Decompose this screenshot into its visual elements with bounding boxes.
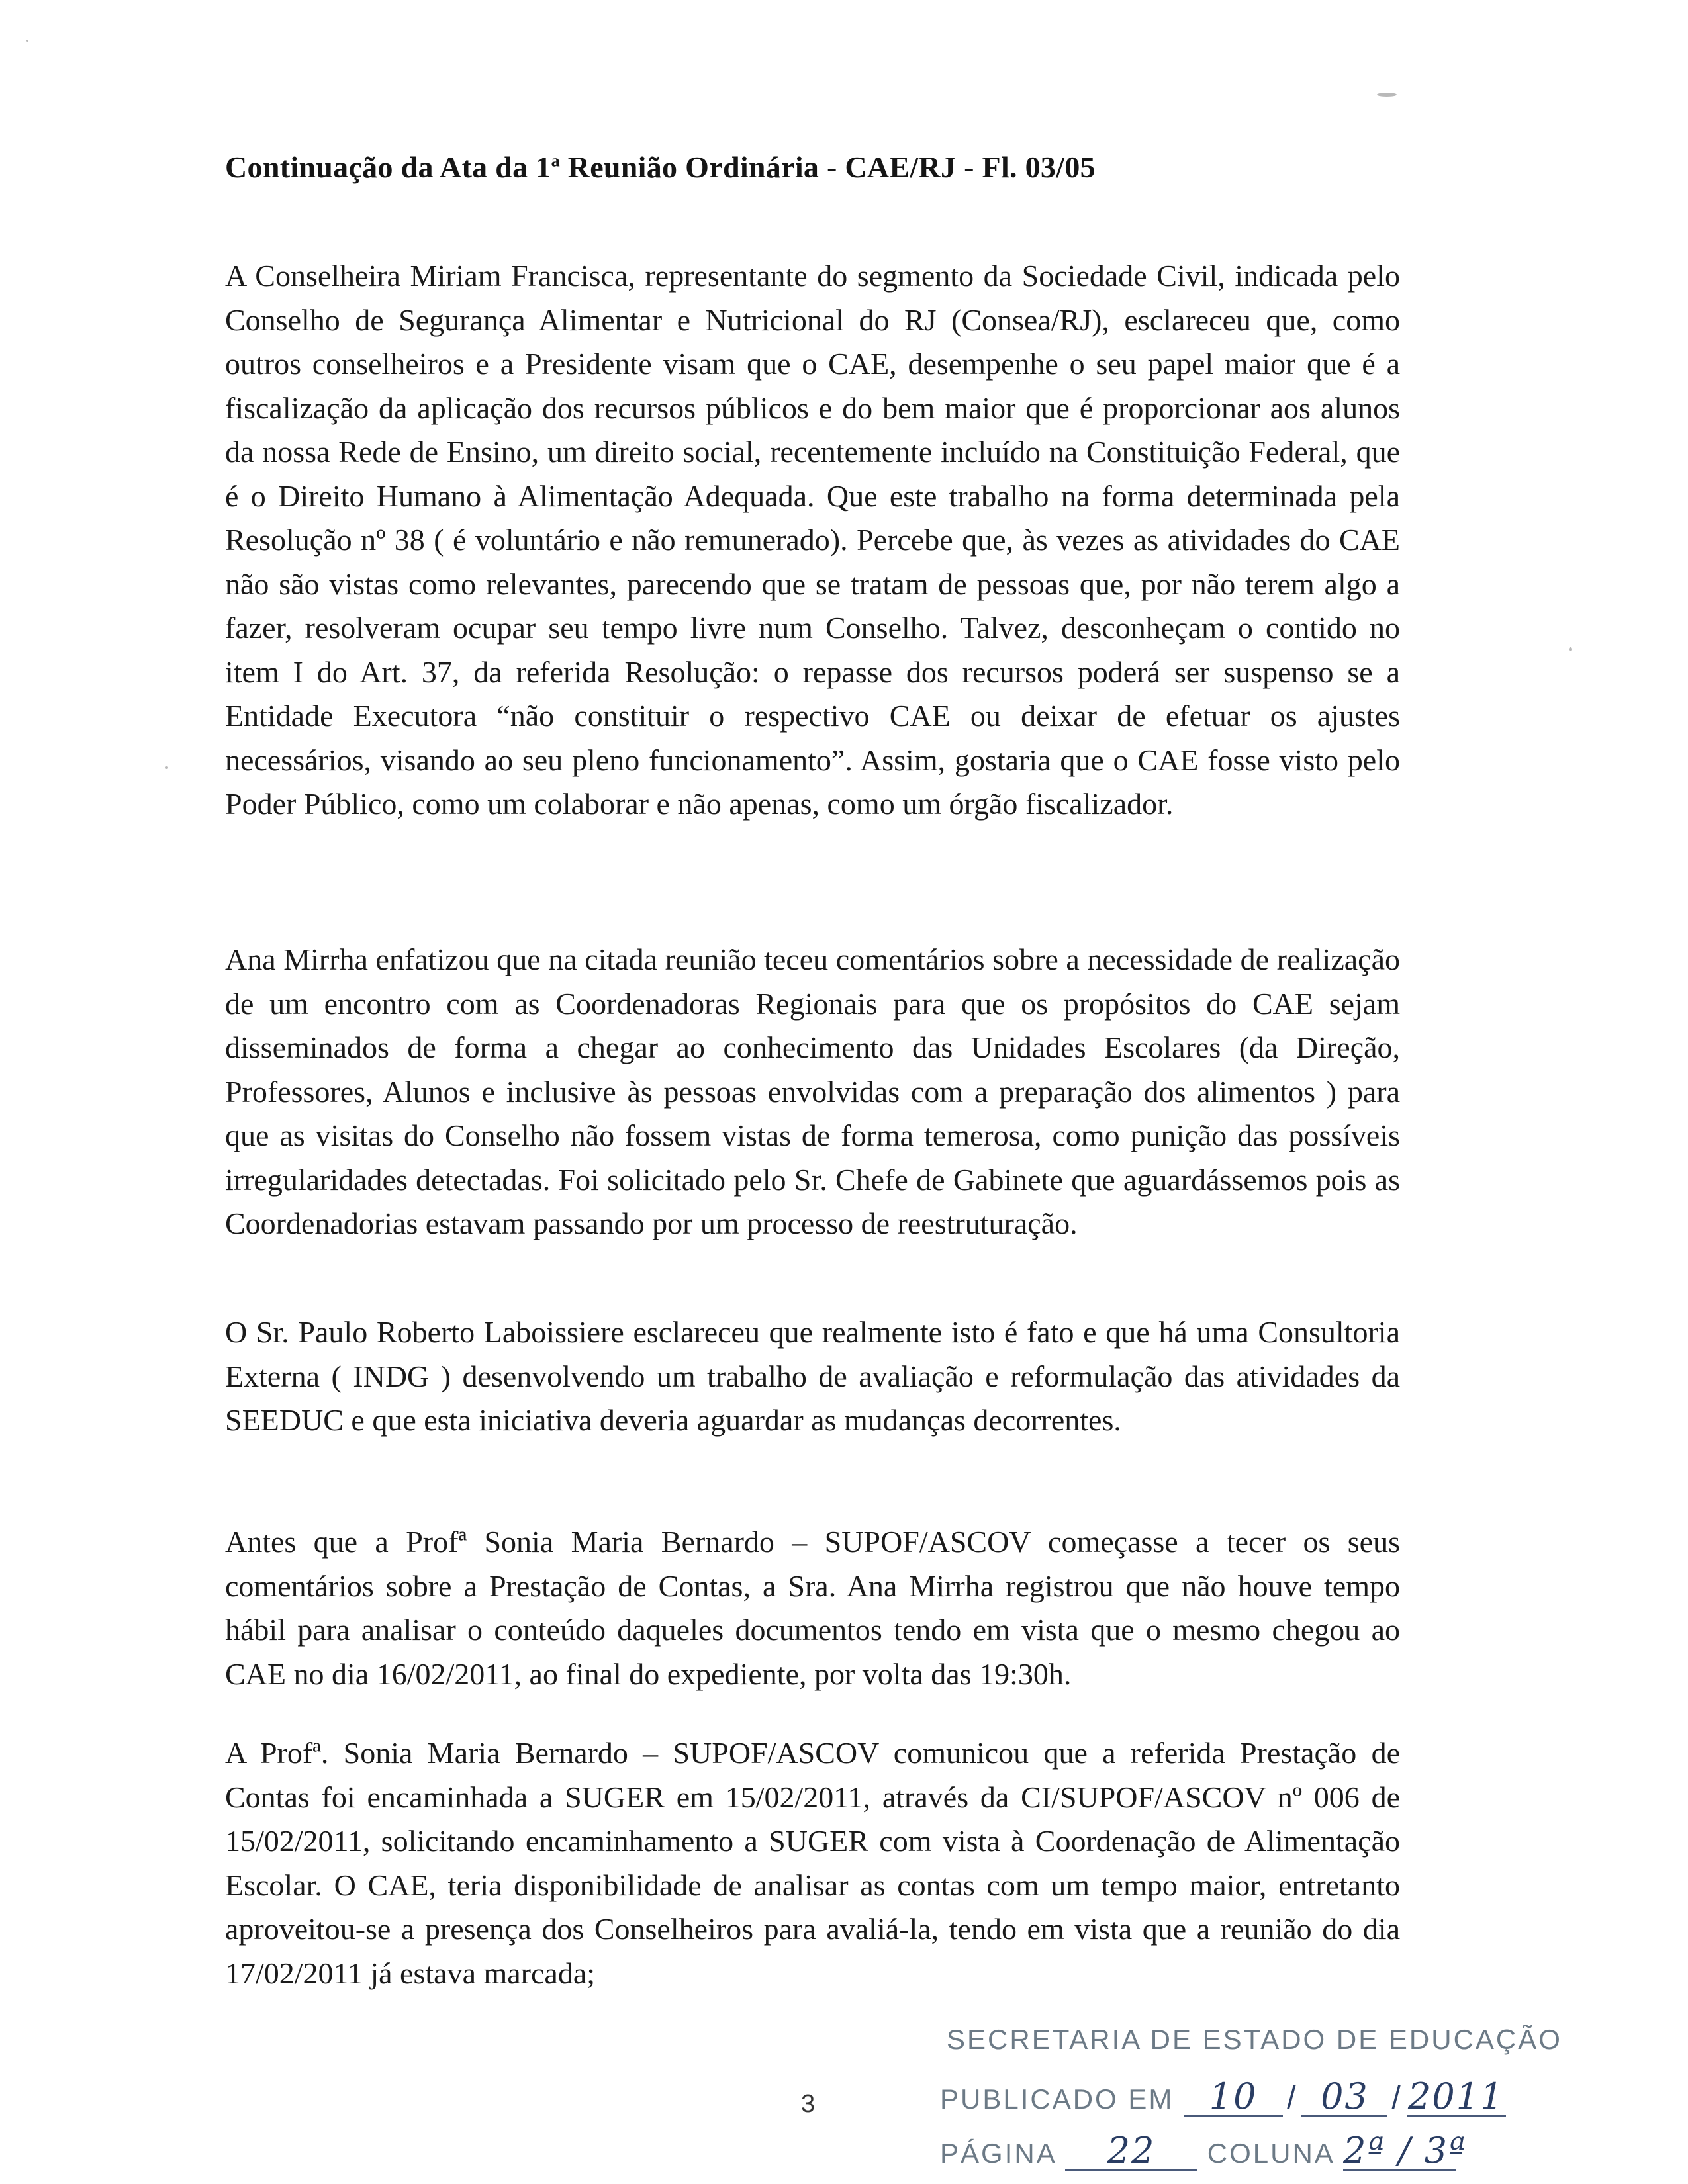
paragraph-paulo-roberto: O Sr. Paulo Roberto Laboissiere esclareceu que realmente isto é fato e que há uma Consultoria Externa ( INDG ) desenvolvendo um trabalho de avaliação e reformulação das atividades da SEEDUC e que esta iniciativa deveria aguardar as mudanças decorrentes. (225, 1315, 1400, 1437)
stamp-page-column (940, 2130, 1467, 2171)
paragraph-prestacao-contas: Antes que a Profª Sonia Maria Bernardo – SUPOF/ASCOV começasse a tecer os seus comentários sobre a Prestação de Contas, a Sra. Ana Mirrha registrou que não houve tempo hábil para analisar o conteúdo daqueles documentos tendo em vista que o mesmo chegou ao CAE no dia 16/02/2011, ao final do expediente, por volta das 19:30h. (225, 1525, 1400, 1691)
scan-speck (1569, 647, 1572, 651)
paragraph-sonia-maria: A Profª. Sonia Maria Bernardo – SUPOF/ASCOV comunicou que a referida Prestação de Contas foi encaminhada a SUGER em 15/02/2011, através da CI/SUPOF/ASCOV nº 006 de 15/02/2011, solicitando encaminhamento a SUGER com vista à Coordenação de Alimentação Escolar. O CAE, teria disponibilidade de analisar as contas com um tempo maior, entretanto aproveitou-se a presença dos Conselheiros para avaliá-la, tendo em vista que a reunião do dia 17/02/2011 já estava marcada; (225, 1736, 1400, 1990)
header-title-start: Continuação da Ata da 1 (225, 150, 551, 184)
stamp-day: 10 (1184, 2078, 1283, 2117)
stamp-pagina-label: PÁGINA (940, 2138, 1056, 2169)
stamp-coluna-value: 2ª / 3ª (1343, 2130, 1467, 2171)
date-separator: / (1287, 2081, 1298, 2116)
scan-speck (165, 766, 168, 769)
stamp-coluna-label: COLUNA (1207, 2138, 1334, 2169)
publication-stamp (940, 2024, 1562, 2177)
paragraph-ana-mirrha: Ana Mirrha enfatizou que na citada reunião teceu comentários sobre a necessidade de realização de um encontro com as Coordenadoras Regionais para que os propósitos do CAE sejam disseminados de forma a chegar ao conhecimento das Unidades Escolares (da Direção, Professores, Alunos e inclusive às pessoas envolvidas com a preparação dos alimentos ) para que as visitas do Conselho não fossem vistas de forma temerosa, como punição das possíveis irregularidades detectadas. Foi solicitado pelo Sr. Chefe de Gabinete que aguardássemos pois as Coordenadorias estavam passando por um processo de reestruturação. (225, 942, 1400, 1240)
scan-speck (1377, 93, 1397, 97)
stamp-department: SECRETARIA DE ESTADO DE EDUCAÇÃO (947, 2024, 1562, 2055)
scan-speck (26, 40, 28, 42)
date-separator: / (1391, 2081, 1403, 2116)
stamp-year: 2011 (1407, 2078, 1506, 2117)
header-ordinal: a (551, 151, 560, 171)
document-header (225, 150, 1483, 185)
stamp-pagina-value: 22 (1065, 2132, 1197, 2171)
stamp-publicado-label: PUBLICADO EM (940, 2083, 1174, 2115)
stamp-month: 03 (1301, 2078, 1387, 2117)
page-number: 3 (801, 2090, 816, 2118)
paragraph-miriam-francisca: A Conselheira Miriam Francisca, representante do segmento da Sociedade Civil, indicada pelo Conselho de Segurança Alimentar e Nutricional do RJ (Consea/RJ), esclareceu que, como outros conselheiros e a Presidente visam que o CAE, desempenhe o seu papel maior que é a fiscalização da aplicação dos recursos públicos e do bem maior que é proporcionar aos alunos da nossa Rede de Ensino, um direito social, recentemente incluído na Constituição Federal, que é o Direito Humano à Alimentação Adequada. Que este trabalho na forma determinada pela Resolução nº 38 ( é voluntário e não remunerado). Percebe que, às vezes as atividades do CAE não são vistas como relevantes, parecendo que se tratam de pessoas que, por não terem algo a fazer, resolveram ocupar seu tempo livre num Conselho. Talvez, desconheçam o contido no item I do Art. 37, da referida Resolução: o repasse dos recursos poderá ser suspenso se a Entidade Executora “não constituir o respectivo CAE ou deixar de efetuar os ajustes necessários, visando ao seu pleno funcionamento”. Assim, gostaria que o CAE fosse visto pelo Poder Público, como um colaborar e não apenas, como um órgão fiscalizador. (225, 259, 1400, 821)
header-title-end: Reunião Ordinária - CAE/RJ - Fl. 03/05 (559, 150, 1096, 184)
stamp-publication-date (940, 2075, 1506, 2117)
